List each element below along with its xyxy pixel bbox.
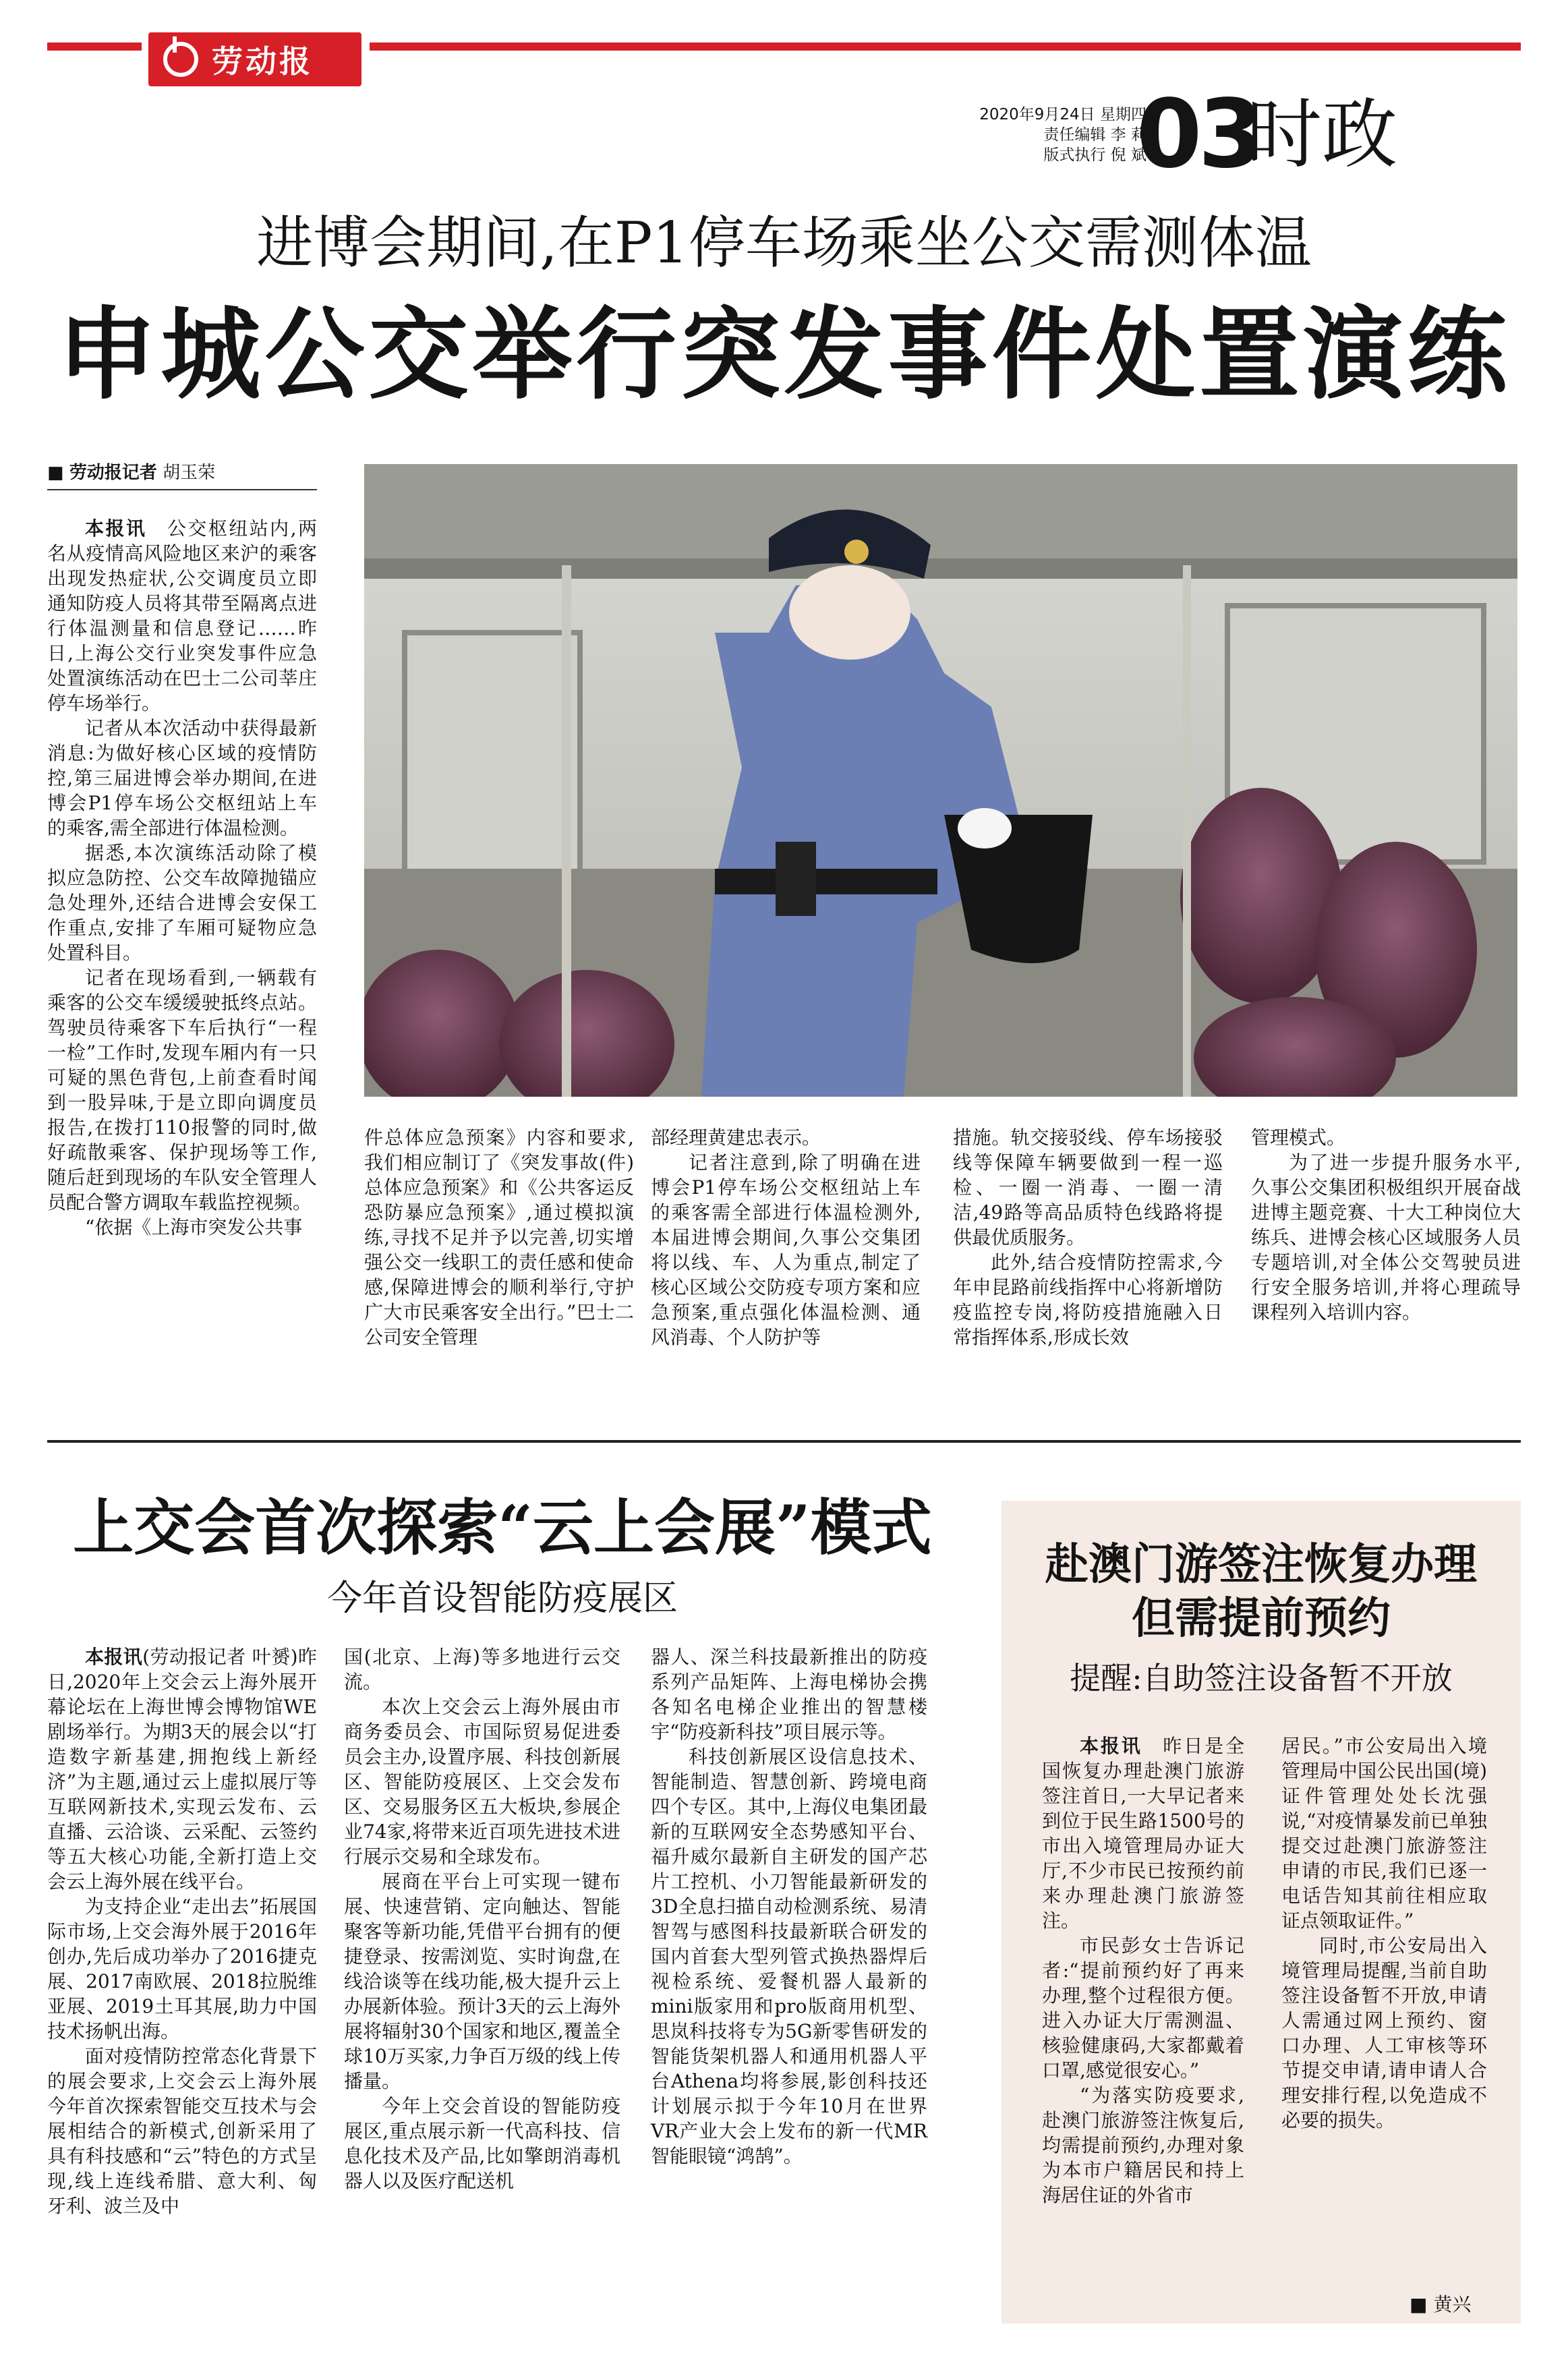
byline-label: 劳动报记者 xyxy=(69,463,157,483)
bus-inspection-photo xyxy=(364,464,1517,1097)
paragraph: 科技创新展区设信息技术、智能制造、智慧创新、跨境电商四个专区。其中,上海仪电集团最新的互联网安全态势感知平台、福升威尔最新自主研发的国产芯片工控机、小刀智能最新研发的3D全息扫描自动检测系统、易清智驾与感图科技最新联合研发的国内首套大型列管式换热器焊后视检系统、爱餐机器人最新的mini版家用和pro版商用机型、思岚科技将专为5G新零售研发的智能货架机器人和通用机器人平台Athena均将参展,影创科技还计划展示拟于今年10月在世界VR产业大会上发布的新一代MR智能眼镜“鸿鹄”。 xyxy=(651,1746,927,2167)
sidebar-headline xyxy=(1001,1538,1521,1646)
paragraph: (劳动报记者 叶赟)昨日,2020年上交会云上海外展开幕论坛在上海世博会博物馆WE剧场举行。为期3天的展会以“打造数字新基建,拥抱线上新经济”为主题,通过云上虚拟展厅等互联网新技术,实现云发布、云直播、云洽谈、云采配、云签约等五大核心功能,全新打造上交会云上海外展在线平台。 xyxy=(47,1646,317,1893)
story1-column-2 xyxy=(364,1125,634,1350)
paper-name: 劳动报 xyxy=(212,43,313,80)
masthead-rule-left xyxy=(47,42,142,51)
paragraph: 公交枢纽站内,两名从疫情高风险地区来沪的乘客出现发热症状,公交调度员立即通知防疫人员将其带至隔离点进行体温测量和信息登记……昨日,上海公交行业突发事件应急处置演练活动在巴士二公司莘庄停车场举行。 xyxy=(47,517,317,714)
paragraph: 同时,市公安局出入境管理局提醒,当前自助签注设备暂不开放,申请人需通过网上预约、窗口办理、人工审核等环节提交申请,请申请人合理安排行程,以免造成不必要的损失。 xyxy=(1281,1934,1487,2131)
lead-tag: 本报讯 xyxy=(85,1646,143,1668)
paragraph: 管理模式。 xyxy=(1251,1126,1346,1149)
paragraph: 展商在平台上可实现一键布展、快速营销、定向触达、智能聚客等新功能,凭借平台拥有的便捷登录、按需浏览、实时询盘,在线洽谈等在线功能,极大提升云上办展新体验。预计3天的云上海外展将辐射30个国家和地区,覆盖全球10万买家,力争百万级的线上传播量。 xyxy=(344,1870,620,2092)
paragraph: 措施。轨交接驳线、停车场接驳线等保障车辆要做到一程一巡检、一圈一消毒、一圈一清洁,49路等高品质特色线路将提供最优质服务。 xyxy=(953,1126,1223,1248)
editor-credit: 责任编辑 李 莉 xyxy=(1043,126,1146,144)
story2-subhead: 今年首设智能防疫展区 xyxy=(326,1578,678,1619)
story1-column-5 xyxy=(1251,1125,1521,1325)
paragraph: 本次上交会云上海外展由市商务委员会、市国际贸易促进委员会主办,设置序展、科技创新展区、智能防疫展区、上交会发布区、交易服务区五大板块,参展企业74家,将带来近百项先进技术进行展示交易和全球发布。 xyxy=(344,1696,620,1868)
paragraph: 记者从本次活动中获得最新消息:为做好核心区域的疫情防控,第三届进博会举办期间,在进博会P1停车场公交枢纽站上车的乘客,需全部进行体温检测。 xyxy=(47,717,317,839)
story1-headline: 申城公交举行突发事件处置演练 xyxy=(57,295,1511,413)
story1-byline: ■ 劳动报记者 胡玉荣 xyxy=(47,459,317,490)
paragraph: “为落实防疫要求,赴澳门旅游签注恢复后,均需提前预约,办理对象为本市户籍居民和持上海居住证的外省市 xyxy=(1042,2084,1244,2206)
paragraph: 今年上交会首设的智能防疫展区,重点展示新一代高科技、信息化技术及产品,比如擎朗消毒机器人以及医疗配送机 xyxy=(344,2095,620,2192)
story1-column-3 xyxy=(651,1125,921,1350)
paragraph: 国(北京、上海)等多地进行云交流。 xyxy=(344,1646,620,1693)
section-title: 时政 xyxy=(1246,91,1397,179)
sidebar-subhead: 提醒:自助签注设备暂不开放 xyxy=(1070,1660,1453,1696)
paragraph: 市民彭女士告诉记者:“提前预约好了再来办理,整个过程很方便。进入办证大厅需测温、核验健康码,大家都戴着口罩,感觉很安心。” xyxy=(1042,1934,1244,2081)
masthead-rule-right xyxy=(370,42,1521,51)
logo-icon xyxy=(163,42,198,77)
story1-column-4 xyxy=(953,1125,1223,1350)
issue-meta xyxy=(944,105,1146,165)
story1-column-1 xyxy=(47,516,317,1240)
paragraph: 据悉,本次演练活动除了模拟应急防控、公交车故障抛锚应急处理外,还结合进博会安保工作重点,安排了车厢可疑物应急处置科目。 xyxy=(47,842,317,964)
sidebar-headline-line2: 但需提前预约 xyxy=(1132,1593,1391,1644)
story2-headline: 上交会首次探索“云上会展”模式 xyxy=(73,1492,932,1563)
issue-date: 2020年9月24日 星期四 xyxy=(979,106,1146,123)
paragraph: 记者注意到,除了明确在进博会P1停车场公交枢纽站上车的乘客需全部进行体温检测外,本届进博会期间,久事公交集团将以线、车、人为重点,制定了核心区域公交防疫专项方案和应急预案,重点强化体温检测、通风消毒、个人防护等 xyxy=(651,1151,921,1348)
lead-tag: 本报讯 xyxy=(1080,1735,1142,1757)
paragraph: 此外,结合疫情防控需求,今年申昆路前线指挥中心将新增防疫监控专岗,将防疫措施融入日常指挥体系,形成长效 xyxy=(953,1251,1223,1348)
sidebar-column-2 xyxy=(1281,1733,1487,2133)
paragraph: 为了进一步提升服务水平,久事公交集团积极组织开展奋战进博主题竞赛、十大工种岗位大练兵、进博会核心区域服务人员专题培训,对全体公交驾驶员进行安全服务培训,并将心理疏导课程列入培训内容。 xyxy=(1251,1151,1521,1323)
section-divider xyxy=(47,1440,1521,1443)
paragraph: 昨日是全国恢复办理赴澳门旅游签注首日,一大早记者来到位于民生路1500号的市出入境管理局办证大厅,不少市民已按预约前来办理赴澳门旅游签注。 xyxy=(1042,1735,1244,1932)
story2-column-1 xyxy=(47,1644,317,2218)
news-photo xyxy=(364,464,1517,1097)
page-number: 03 xyxy=(1136,80,1260,190)
layout-credit: 版式执行 倪 斌 xyxy=(1043,146,1146,164)
paragraph: 面对疫情防控常态化背景下的展会要求,上交会云上海外展今年首次探索智能交互技术与会展相结合的新模式,创新采用了具有科技感和“云”特色的方式呈现,线上连线希腊、意大利、匈牙利、波兰及中 xyxy=(47,2045,317,2217)
story2-column-3 xyxy=(651,1644,927,2168)
paragraph: 居民。”市公安局出入境管理局中国公民出国(境)证件管理处处长沈强说,“对疫情暴发前已单独提交过赴澳门旅游签注申请的市民,我们已逐一电话告知其前往相应取证点领取证件。” xyxy=(1281,1735,1487,1932)
paragraph: 部经理黄建忠表示。 xyxy=(651,1126,821,1149)
sidebar-signature: ■ 黄兴 xyxy=(1410,2293,1472,2316)
paragraph: 为支持企业“走出去”拓展国际市场,上交会海外展于2016年创办,先后成功举办了2016捷克展、2017南欧展、2018拉脱维亚展、2019土耳其展,助力中国技术扬帆出海。 xyxy=(47,1895,317,2042)
newspaper-logo xyxy=(148,32,361,86)
lead-tag: 本报讯 xyxy=(85,517,147,540)
sidebar-headline-line1: 赴澳门游签注恢复办理 xyxy=(1045,1539,1477,1590)
paragraph: “依据《上海市突发公共事 xyxy=(85,1216,303,1238)
paragraph: 器人、深兰科技最新推出的防疫系列产品矩阵、上海电梯协会携各知名电梯企业推出的智慧楼宇“防疫新科技”项目展示等。 xyxy=(651,1646,927,1743)
sidebar-column-1 xyxy=(1042,1733,1244,2208)
paragraph: 件总体应急预案》内容和要求,我们相应制订了《突发事故(件)总体应急预案》和《公共客运反恐防暴应急预案》,通过模拟演练,寻找不足并予以完善,切实增强公交一线职工的责任感和使命感,保障进博会的顺利举行,守护广大市民乘客安全出行。”巴士二公司安全管理 xyxy=(364,1126,634,1348)
paragraph: 记者在现场看到,一辆载有乘客的公交车缓缓驶抵终点站。驾驶员待乘客下车后执行“一程一检”工作时,发现车厢内有一只可疑的黑色背包,上前查看时闻到一股异味,于是立即向调度员报告,在拨打110报警的同时,做好疏散乘客、保护现场等工作,随后赶到现场的车队安全管理人员配合警方调取车载监控视频。 xyxy=(47,967,317,1213)
story2-column-2 xyxy=(344,1644,620,2193)
story1-subhead: 进博会期间,在P1停车场乘坐公交需测体温 xyxy=(256,210,1312,276)
byline-name: 胡玉荣 xyxy=(163,463,216,483)
